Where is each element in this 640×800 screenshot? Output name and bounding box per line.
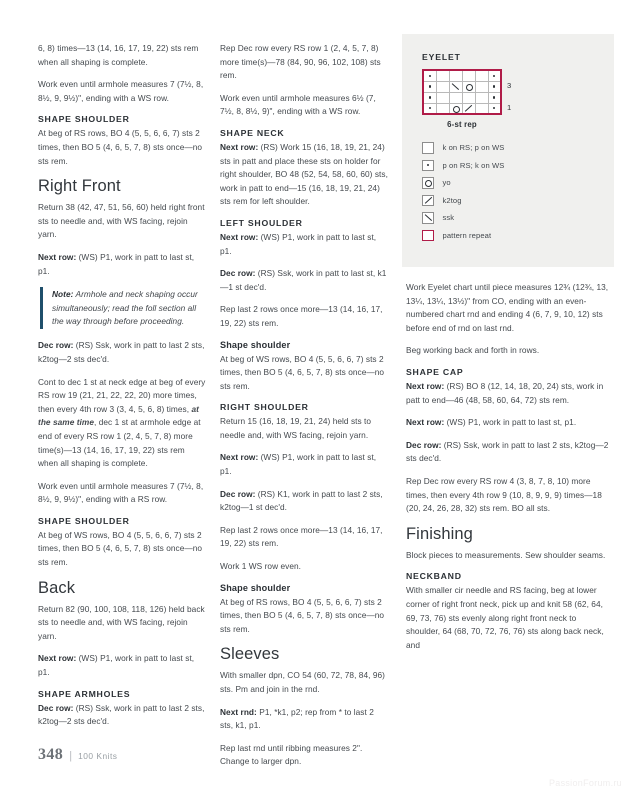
heading-shape-shoulder: SHAPE SHOULDER (38, 114, 130, 125)
paragraph-dec-row (38, 339, 206, 366)
blank-icon (437, 71, 449, 81)
column-middle (220, 42, 402, 767)
paragraph-next-row (220, 231, 388, 258)
note-label: Note: (52, 289, 74, 300)
paragraph: Work 1 WS row even. (220, 561, 302, 572)
label-next-row: Next row: (220, 452, 259, 463)
note-callout (40, 287, 206, 329)
purl-icon (424, 82, 436, 92)
label-next-row: Next row: (406, 417, 445, 428)
text: (WS) P1, work in patt to last st, p1. (220, 452, 377, 477)
purl-icon (489, 71, 501, 81)
chart-cell-blank (475, 70, 488, 81)
heading-left-shoulder: LEFT SHOULDER (220, 217, 303, 228)
text: (RS) Work 15 (16, 18, 19, 21, 24) sts in patt and place these sts on holder for right shoulder, BO 48 (52, 54, 58, 60, 60) sts, work in patt to end—15 (16, 18, 19, 21, 24) sts rem for left shoulder. (220, 141, 388, 207)
label-dec-row: Dec row: (220, 488, 256, 499)
chart-cell-blank (462, 70, 475, 81)
yo-icon (450, 104, 462, 114)
legend-row (422, 212, 598, 224)
ssk-icon (450, 82, 462, 92)
chart-cell-purl (423, 92, 436, 103)
label-next-row: Next row: (38, 653, 77, 664)
k2tog-icon (423, 196, 433, 206)
legend-label: p on RS; k on WS (442, 160, 505, 170)
heading-finishing: Finishing (406, 524, 473, 543)
page-footer (38, 746, 117, 764)
text: (RS) Ssk, work in patt to last 2 sts, k2tog—2 sts dec'd. (38, 702, 205, 727)
legend-label: yo (442, 178, 451, 188)
chart-repeat-label: 6-st rep (447, 120, 477, 129)
paragraph-dec-row (38, 702, 206, 729)
text: (WS) P1, work in patt to last st, p1. (444, 417, 577, 428)
ssk-key-icon (422, 212, 434, 224)
label-next-rnd: Next rnd: (220, 706, 257, 717)
paragraph: Block pieces to measurements. Sew shoulder seams. (406, 549, 606, 560)
paragraph-next-row (38, 251, 206, 278)
blank-icon (476, 82, 488, 92)
chart-area (422, 69, 598, 129)
text: (WS) P1, work in patt to last st, p1. (220, 231, 377, 256)
paragraph: Rep Dec row every RS row 4 (3, 8, 7, 8, 10) more times, then every 4th row 9 (10, 8, 9, 9, 9) times—18 (20, 24, 26, 28, 32) sts rem. BO all sts. (406, 475, 602, 514)
yo-key-icon (422, 177, 434, 189)
label-next-row: Next row: (220, 141, 259, 152)
paragraph-next-row (38, 652, 206, 679)
label-next-row: Next row: (38, 251, 77, 262)
paragraph: At beg of RS rows, BO 4 (5, 5, 6, 6, 7) sts 2 times, then BO 5 (4, 6, 5, 7, 8) sts once—no sts rem. (220, 596, 385, 634)
column-right (402, 42, 610, 742)
chart-grid (422, 69, 502, 115)
paragraph-next-row (220, 141, 388, 209)
paragraph: Work even until armhole measures 7 (7½, 8, 8½, 9, 9½)", ending with a WS row. (38, 79, 204, 103)
folio-page-number: 348 (38, 746, 64, 763)
purl-icon (424, 93, 436, 103)
text: (WS) P1, work in patt to last st, p1. (38, 251, 195, 276)
paragraph (38, 376, 206, 471)
ssk-icon (423, 213, 433, 223)
chart-row (423, 70, 501, 81)
blank-icon (476, 71, 488, 81)
paragraph: Return 15 (16, 18, 19, 21, 24) held sts to needle and, with WS facing, rejoin yarn. (220, 416, 372, 440)
purl-icon (489, 93, 501, 103)
purl-icon (489, 104, 501, 114)
chart-grid-wrap (422, 69, 502, 129)
chart-cell-blank (475, 92, 488, 103)
blank-icon (450, 71, 462, 81)
paragraph: With smaller cir needle and RS facing, beg at lower corner of right front neck, pick up and knit 58 (62, 64, 69, 73, 76) sts evenly along right front neck to shoulder, 64 (68, 70, 72, 76, 76) sts along back neck, and (406, 585, 604, 650)
heading-shape-shoulder-2: Shape shoulder (220, 582, 291, 593)
legend-label: pattern repeat (442, 230, 492, 240)
k2tog-icon (463, 104, 475, 114)
paragraph-dec-row (406, 439, 610, 466)
heading-shape-cap: SHAPE CAP (406, 366, 464, 377)
blank-key-icon (422, 142, 434, 154)
paragraph: Rep last 2 rows once more—13 (14, 16, 17, 19, 22) sts rem. (220, 524, 383, 549)
paragraph-dec-row (220, 267, 388, 294)
chart-cell-k2tog (462, 103, 475, 114)
chart-cell-blank (449, 70, 462, 81)
blank-icon (450, 93, 462, 103)
purl-icon (424, 71, 436, 81)
chart-cell-purl (488, 103, 501, 114)
blank-icon (463, 93, 475, 103)
text: (RS) BO 8 (12, 14, 18, 20, 24) sts, work in patt to end—46 (48, 58, 60, 64, 72) sts rem. (406, 380, 604, 405)
chart-cell-purl (488, 81, 501, 92)
chart-row-number (507, 91, 511, 102)
paragraph: Work even until armhole measures 6½ (7, 7½, 8, 8½, 9)", ending with a WS row. (220, 92, 376, 117)
label-next-row: Next row: (406, 380, 445, 391)
paragraph: With smaller dpn, CO 54 (60, 72, 78, 84, 96) sts. Pm and join in the rnd. (220, 670, 385, 694)
purl-icon (489, 82, 501, 92)
yo-icon (423, 178, 433, 188)
folio-divider: | (69, 750, 73, 762)
paragraph: At beg of RS rows, BO 4 (5, 5, 6, 6, 7) sts 2 times, then BO 5 (4, 6, 5, 7, 8) sts once—no sts rem. (38, 128, 203, 166)
chart-title: EYELET (422, 52, 461, 62)
chart-row (423, 103, 501, 114)
chart-cell-ssk (449, 81, 462, 92)
blank-icon (437, 104, 449, 114)
chart-cell-blank (462, 92, 475, 103)
yo-icon (463, 82, 475, 92)
heading-shape-neck: SHAPE NECK (220, 127, 285, 138)
text: (WS) P1, work in patt to last st, p1. (38, 653, 195, 678)
watermark: PassionForum.ru (548, 778, 622, 788)
chart-row (423, 92, 501, 103)
purl-key-icon (422, 160, 434, 172)
eyelet-chart-panel (402, 34, 614, 267)
paragraph: Return 38 (42, 47, 51, 56, 60) held right front sts to needle and, with WS facing, rejoin yarn. (38, 202, 205, 240)
paragraph-next-rnd (220, 706, 388, 733)
chart-cell-purl (423, 81, 436, 92)
purl-icon (423, 161, 433, 171)
paragraph: Rep Dec row every RS row 1 (2, 4, 5, 7, 8) more time(s)—78 (84, 90, 96, 102, 108) sts rem. (220, 43, 381, 81)
chart-cell-yo (449, 103, 462, 114)
heading-shape-shoulder-2: SHAPE SHOULDER (38, 515, 130, 526)
legend-row (422, 142, 598, 154)
text: , dec 1 st at armhole edge at end of every RS row 1 (2, 4, 5, 7, 8) more time(s)—13 (14, 16, 17, 19, 22) sts rem when all shaping is complete. (38, 417, 201, 469)
chart-cell-blank (475, 103, 488, 114)
chart-row-number: 1 (507, 103, 512, 112)
heading-shape-armholes: SHAPE ARMHOLES (38, 688, 131, 699)
heading-right-front: Right Front (38, 177, 121, 196)
text: (RS) Ssk, work in patt to last 2 sts, k2tog—2 sts dec'd. (406, 439, 609, 464)
blank-icon (437, 82, 449, 92)
blank-icon (476, 93, 488, 103)
paragraph-next-row (406, 380, 610, 407)
note-text (52, 288, 206, 328)
paragraph: Beg working back and forth in rows. (406, 345, 540, 356)
folio-book-title: 100 Knits (78, 751, 118, 761)
legend-row (422, 177, 598, 189)
chart-cell-blank (449, 92, 462, 103)
chart-cell-blank (436, 81, 449, 92)
text: (RS) K1, work in patt to last 2 sts, k2tog—1 st dec'd. (220, 488, 383, 513)
chart-legend (422, 142, 598, 241)
blank-icon (463, 71, 475, 81)
chart-cell-purl (488, 92, 501, 103)
paragraph: Rep last 2 rows once more—13 (14, 16, 17, 19, 22) sts rem. (220, 304, 383, 328)
k2tog-key-icon (422, 195, 434, 207)
text: P1, *k1, p2; rep from * to last 2 sts, k1, p1. (220, 706, 374, 731)
legend-row (422, 160, 598, 172)
paragraph-next-row (406, 416, 610, 430)
chart-cell-purl (423, 103, 436, 114)
paragraph: Work even until armhole measures 7 (7½, 8, 8½, 9, 9½)", ending with a RS row. (38, 480, 204, 505)
chart-cell-purl (423, 70, 436, 81)
chart-cell-yo (462, 81, 475, 92)
repeat-key-icon (422, 230, 434, 242)
text: Cont to dec 1 st at neck edge at beg of every RS row 19 (21, 21, 22, 22, 20) more times, then every 4th row 3 (3, 4, 5, 6, 8) times, (38, 376, 206, 414)
paragraph: 6, 8) times—13 (14, 16, 17, 19, 22) sts rem when all shaping is complete. (38, 43, 199, 67)
emphasis-at-the-same-time: at the same time (38, 403, 199, 428)
chart-cell-blank (436, 103, 449, 114)
heading-sleeves: Sleeves (220, 645, 280, 664)
chart-row-number: 3 (507, 81, 512, 90)
chart-row-numbers (507, 69, 511, 113)
legend-label: ssk (442, 213, 455, 223)
chart-row-number (507, 69, 511, 80)
legend-row (422, 195, 598, 207)
column-left (38, 42, 220, 742)
paragraph-dec-row (220, 488, 388, 515)
chart-cell-blank (436, 70, 449, 81)
paragraph-next-row (220, 451, 388, 478)
paragraph: Work Eyelet chart until piece measures 12¾ (12¾, 13, 13¼, 13¼, 13½)" from CO, ending with an even-numbered chart rnd and ending 4 (6, 7, 9, 10, 12) sts before end of rnd on last rnd. (406, 282, 609, 333)
paragraph: Rep last rnd until ribbing measures 2". Change to larger dpn. (220, 742, 363, 767)
text: (RS) Ssk, work in patt to last st, k1—1 st dec'd. (220, 268, 387, 292)
label-dec-row: Dec row: (220, 268, 256, 279)
legend-label: k on RS; p on WS (442, 143, 505, 153)
text: Armhole and neck shaping occur simultaneously; read the foll section all the way through before proceeding. (52, 289, 198, 326)
heading-neckband: NECKBAND (406, 571, 462, 582)
text: (RS) Ssk, work in patt to last 2 sts, k2tog—2 sts dec'd. (38, 340, 205, 364)
heading-back: Back (38, 578, 76, 597)
legend-row (422, 230, 598, 242)
chart-cell-blank (436, 92, 449, 103)
label-dec-row: Dec row: (38, 340, 74, 351)
heading-right-shoulder: RIGHT SHOULDER (220, 402, 309, 413)
paragraph: At beg of WS rows, BO 4 (5, 5, 6, 6, 7) sts 2 times, then BO 5 (4, 6, 5, 7, 8) sts once—no sts rem. (220, 353, 385, 391)
legend-label: k2tog (442, 195, 462, 205)
purl-icon (424, 104, 436, 114)
label-dec-row: Dec row: (38, 702, 74, 713)
paragraph: At beg of WS rows, BO 4 (5, 5, 6, 6, 7) sts 2 times, then BO 5 (4, 6, 5, 7, 8) sts once—no sts rem. (38, 529, 203, 568)
heading-shape-shoulder: Shape shoulder (220, 339, 291, 350)
label-next-row: Next row: (220, 231, 259, 242)
blank-icon (437, 93, 449, 103)
chart-cell-purl (488, 70, 501, 81)
label-dec-row: Dec row: (406, 439, 442, 450)
blank-icon (476, 104, 488, 114)
chart-row (423, 81, 501, 92)
chart-cell-blank (475, 81, 488, 92)
paragraph: Return 82 (90, 100, 108, 118, 126) held back sts to needle and, with WS facing, rejoin yarn. (38, 603, 205, 641)
